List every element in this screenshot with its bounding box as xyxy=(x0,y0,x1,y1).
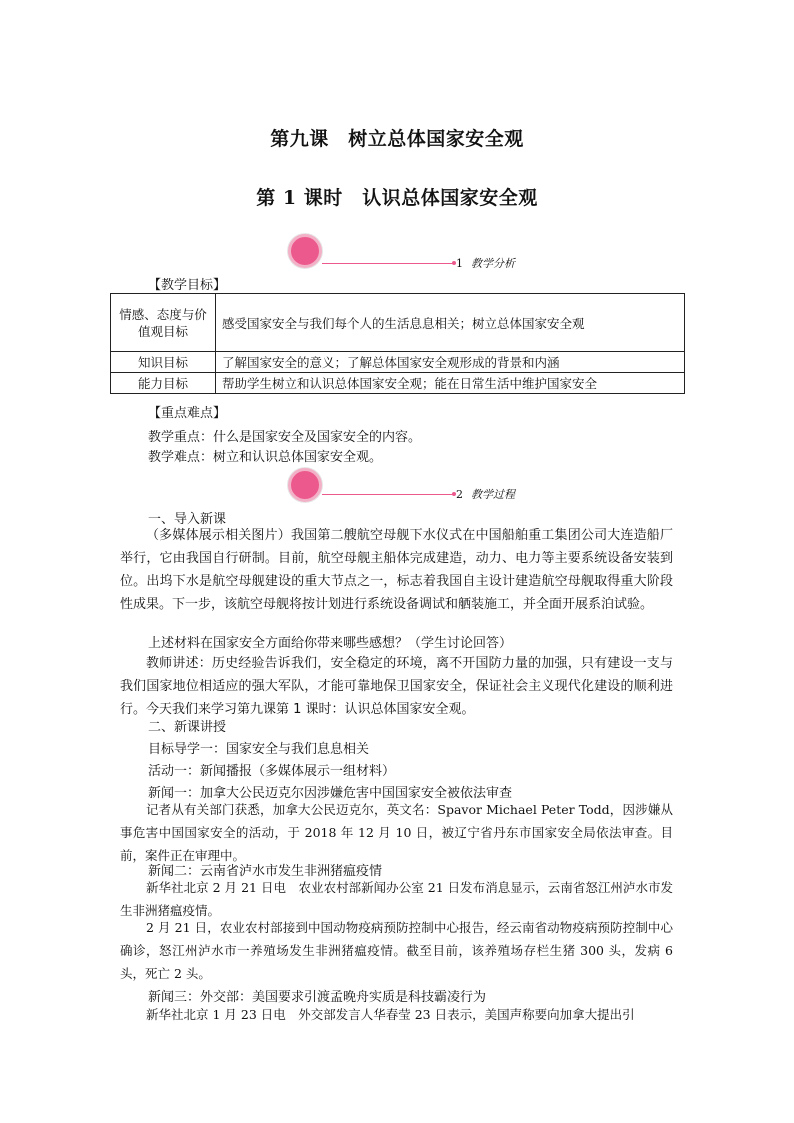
teaching-difficulty: 教学难点：树立和认识总体国家安全观。 xyxy=(148,450,383,465)
section-2-label xyxy=(456,486,515,502)
objectives-header: 【教学目标】 xyxy=(148,278,227,293)
section-1-number: 1 xyxy=(456,257,463,270)
table-row xyxy=(111,373,685,394)
news-one-title: 新闻一：加拿大公民迈克尔因涉嫌危害中国国家安全被依法审查 xyxy=(148,786,513,801)
section-2-number: 2 xyxy=(456,488,463,501)
table-row xyxy=(111,294,685,352)
objective-value: 帮助学生树立和认识总体国家安全观；能在日常生活中维护国家安全 xyxy=(216,373,685,394)
intro-paragraph: （多媒体展示相关图片）我国第二艘航空母舰下水仪式在中国船舶重工集团公司大连造船厂举行，它由我国自行研制。目前，航空母舰主船体完成建造，动力、电力等主要系统设备安装到位。出坞下水是航空母舰建设的重大节点之一，标志着我国自主设计建造航空母舰取得重大阶段性成果。下一步，该航空母舰将按计划进行系统设备调试和舾装施工，并全面开展系泊试验。 xyxy=(120,528,673,612)
section-1-text: 教学分析 xyxy=(471,257,515,270)
lesson-subtitle: 第 1 课时 认识总体国家安全观 xyxy=(256,187,538,209)
section-1-circle-icon xyxy=(288,234,322,268)
intro-heading: 一、导入新课 xyxy=(148,512,227,527)
new-lesson-heading: 二、新课讲授 xyxy=(148,720,227,735)
news-two-body-1: 新华社北京 2 月 21 日电 农业农村部新闻办公室 21 日发布消息显示，云南省怒江州泸水市发生非洲猪瘟疫情。 xyxy=(120,880,673,918)
news-two-title: 新闻二：云南省泸水市发生非洲猪瘟疫情 xyxy=(148,864,383,879)
section-2-text: 教学过程 xyxy=(471,488,515,501)
objectives-table xyxy=(110,293,685,394)
objective-key: 情感、态度与价值观目标 xyxy=(111,294,216,352)
teacher-paragraph: 教师讲述：历史经验告诉我们，安全稳定的环境，离不开国防力量的加强，只有建设一支与我们国家地位相适应的强大军队，才能可靠地保卫国家安全，保证社会主义现代化建设的顺利进行。今天我们来学习第九课第 1 课时：认识总体国家安全观。 xyxy=(120,656,673,717)
news-two-body-2: 2 月 21 日，农业农村部接到中国动物疫病预防控制中心报告，经云南省动物疫病预防控制中心确诊，怒江州泸水市一养殖场发生非洲猪瘟疫情。截至目前，该养殖场存栏生猪 300 头，发病 6 头，死亡 2 头。 xyxy=(120,920,673,981)
activity-one: 活动一：新闻播报（多媒体展示一组材料） xyxy=(148,764,396,779)
discussion-question: 上述材料在国家安全方面给你带来哪些感想？（学生讨论回答） xyxy=(148,636,513,651)
goal-one: 目标导学一：国家安全与我们息息相关 xyxy=(148,742,370,757)
keypoints-header: 【重点难点】 xyxy=(148,406,227,421)
teaching-focus: 教学重点：什么是国家安全及国家安全的内容。 xyxy=(148,430,422,445)
objective-key: 知识目标 xyxy=(111,352,216,373)
objective-value: 感受国家安全与我们每个人的生活息息相关；树立总体国家安全观 xyxy=(216,294,685,352)
section-2-circle-icon xyxy=(288,468,322,502)
table-row xyxy=(111,352,685,373)
news-three-body: 新华社北京 1 月 23 日电 外交部发言人华春莹 23 日表示，美国声称要向加拿大提出引 xyxy=(146,1007,635,1022)
objective-key: 能力目标 xyxy=(111,373,216,394)
section-1-rule xyxy=(322,263,454,264)
objective-value: 了解国家安全的意义；了解总体国家安全观形成的背景和内涵 xyxy=(216,352,685,373)
section-2-rule xyxy=(322,494,454,495)
lesson-title: 第九课 树立总体国家安全观 xyxy=(270,128,524,150)
news-three-title: 新闻三：外交部：美国要求引渡孟晚舟实质是科技霸凌行为 xyxy=(148,990,487,1005)
section-1-label xyxy=(456,255,515,271)
news-one-body: 记者从有关部门获悉，加拿大公民迈克尔，英文名：Spavor Michael Peter Todd，因涉嫌从事危害中国国家安全的活动，于 2018 年 12 月 10 日，被辽宁省丹东市国家安全局依法审查。目前，案件正在审理中。 xyxy=(120,802,673,863)
